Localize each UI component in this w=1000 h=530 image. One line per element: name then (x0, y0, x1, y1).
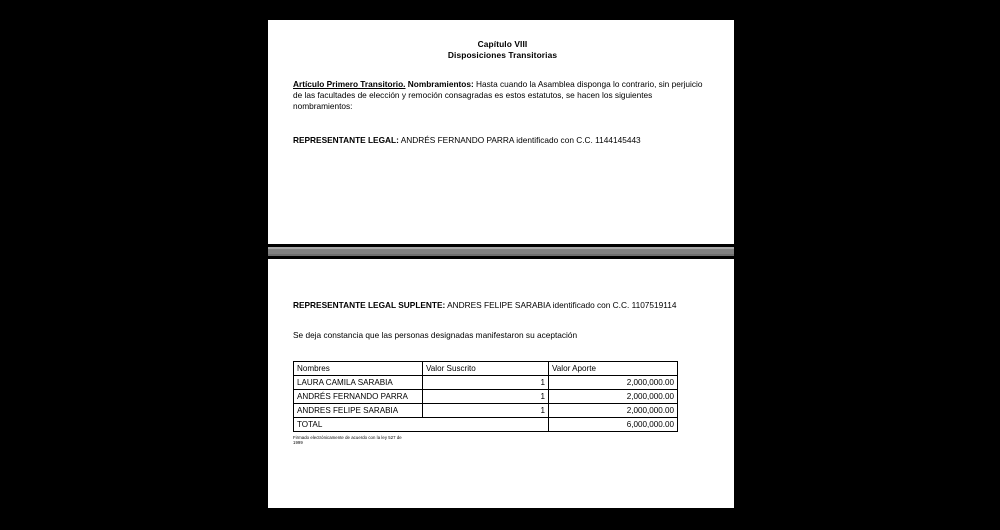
table-cell-name: ANDRES FELIPE SARABIA (294, 404, 423, 418)
article-lead-underlined: Artículo Primero Transitorio. (293, 79, 406, 90)
article-body-text: Hasta cuando la Asamblea disponga lo contrario, sin perjuicio de las facultades de elección y remoción consagradas es estos estatutos, se hacen los siguientes nombramientos: (293, 79, 703, 111)
table-cell-name: ANDRÉS FERNANDO PARRA (294, 390, 423, 404)
table-header-valor-aporte: Valor Aporte (549, 362, 678, 376)
legal-representative-label: REPRESENTANTE LEGAL: (293, 134, 399, 145)
document-page-1 (268, 20, 734, 244)
electronic-signature-note-line-2: 1999 (293, 440, 303, 446)
alternate-legal-representative-label: REPRESENTANTE LEGAL SUPLENTE: (293, 300, 446, 310)
page-separator (268, 244, 734, 259)
article-first-transitory-paragraph (293, 79, 712, 112)
table-cell-total-label: TOTAL (294, 418, 423, 432)
table-row (294, 404, 678, 418)
table-cell-valor-aporte: 2,000,000.00 (549, 390, 678, 404)
alternate-legal-representative-value: ANDRES FELIPE SARABIA identificado con C.C. 1107519114 (445, 300, 677, 310)
table-cell-total-valor-aporte: 6,000,000.00 (549, 418, 678, 432)
table-cell-name: LAURA CAMILA SARABIA (294, 376, 423, 390)
table-header-nombres: Nombres (294, 362, 423, 376)
table-total-row (294, 418, 678, 432)
shareholders-table (293, 361, 678, 432)
page-2-content (293, 259, 712, 446)
acceptance-note: Se deja constancia que las personas designadas manifestaron su aceptación (293, 330, 578, 340)
table-header-row (294, 362, 678, 376)
page-separator-band (268, 247, 734, 256)
electronic-signature-note-line-1: Firmado electrónicamente de acuerdo con la ley 527 de (293, 435, 402, 440)
legal-representative-line (293, 135, 712, 146)
chapter-heading-line-2: Disposiciones Transitorias (447, 49, 558, 60)
chapter-heading-line-1: Capítulo VIII (477, 39, 528, 49)
table-row (294, 376, 678, 390)
table-cell-valor-aporte: 2,000,000.00 (549, 376, 678, 390)
alternate-legal-representative-line (293, 300, 712, 311)
table-row (294, 390, 678, 404)
table-cell-valor-suscrito: 1 (423, 390, 549, 404)
article-lead-bold: Nombramientos: (405, 79, 474, 90)
document-page-2 (268, 259, 734, 508)
table-cell-valor-suscrito: 1 (423, 404, 549, 418)
chapter-heading (293, 39, 712, 60)
table-header-valor-suscrito: Valor Suscrito (423, 362, 549, 376)
table-cell-valor-aporte: 2,000,000.00 (549, 404, 678, 418)
table-cell-valor-suscrito: 1 (423, 376, 549, 390)
legal-representative-value: ANDRÉS FERNANDO PARRA identificado con C.C. 1144145443 (398, 134, 641, 145)
page-1-content (293, 20, 712, 146)
table-cell-total-valor-suscrito (423, 418, 549, 432)
electronic-signature-note (293, 435, 712, 446)
